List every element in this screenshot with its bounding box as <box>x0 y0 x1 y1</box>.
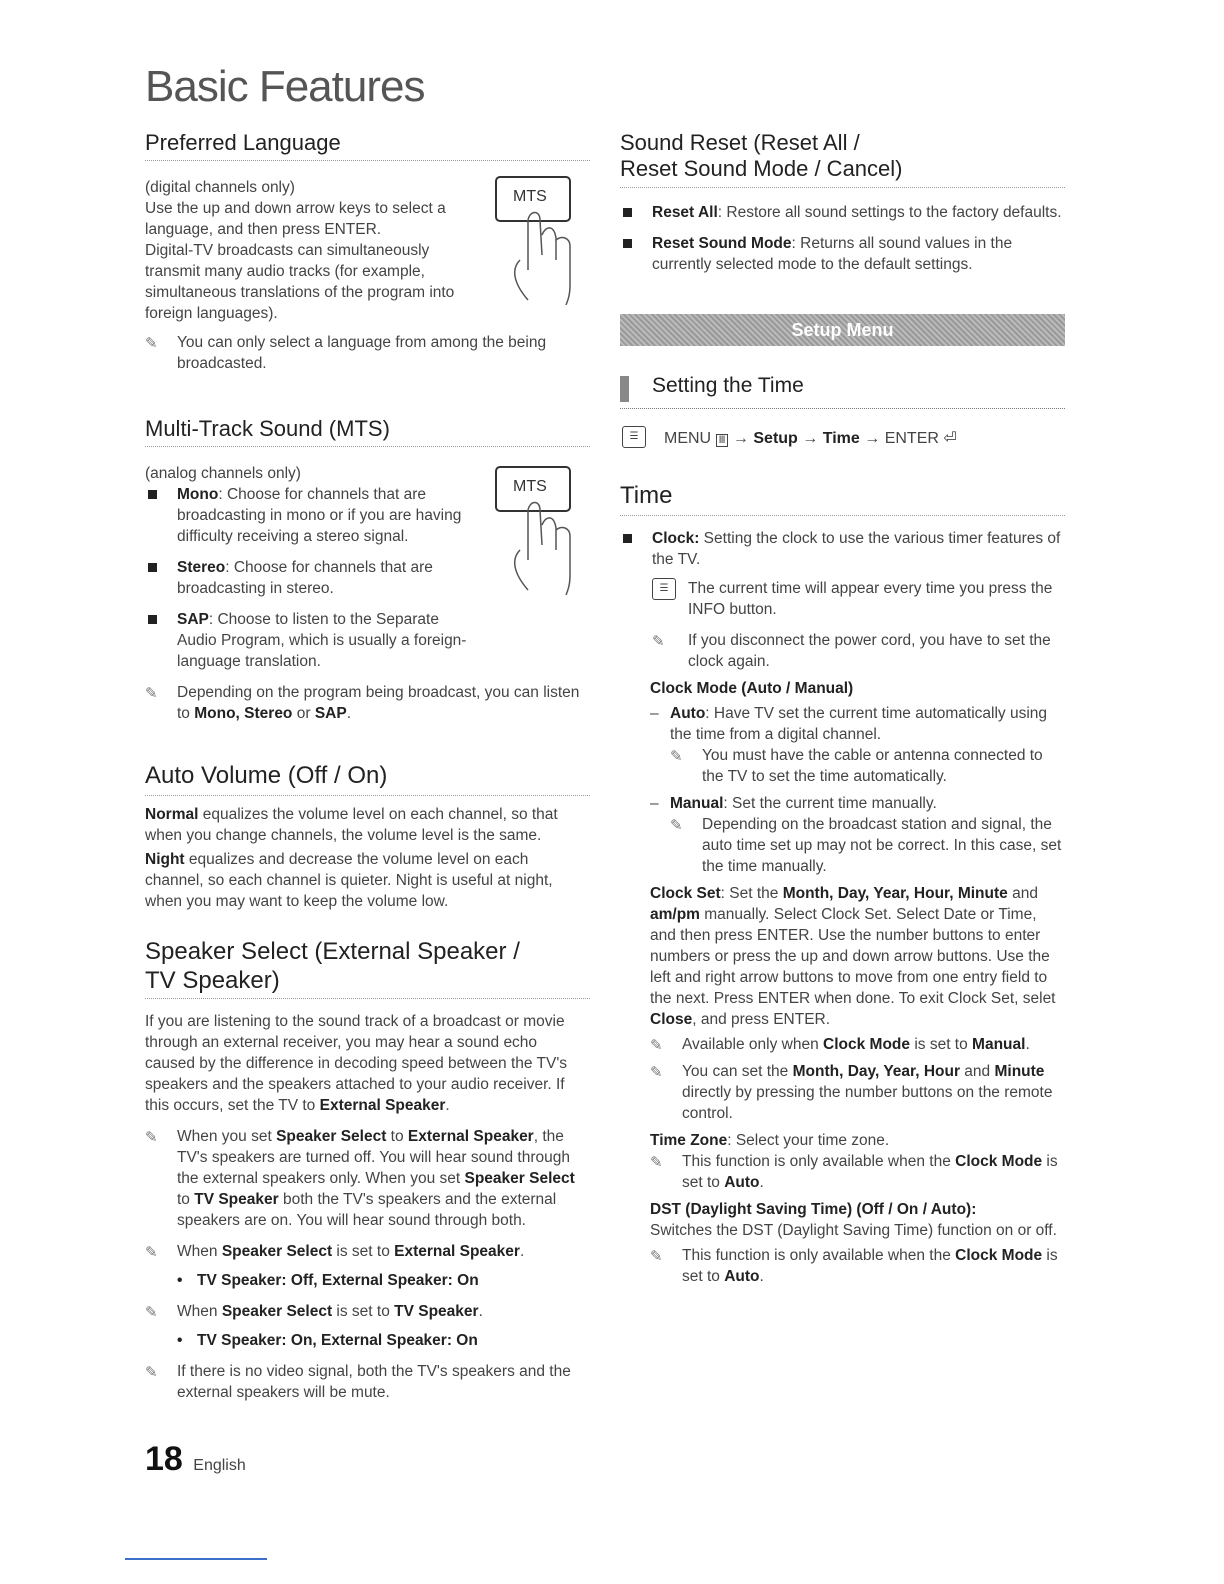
paragraph: (analog channels only) <box>145 465 301 483</box>
note-icon: ✎ <box>145 335 158 353</box>
auto-volume-section <box>145 762 590 912</box>
bullet-item: Reset All: Restore all sound settings to the factory defaults. <box>620 202 1065 223</box>
divider <box>125 1558 267 1560</box>
hand-icon <box>500 500 590 595</box>
mts-button-illustration: MTS <box>495 176 571 222</box>
note: ✎ If you disconnect the power cord, you have to set the clock again. <box>652 631 1051 670</box>
list-item: • TV Speaker: On, External Speaker: On <box>177 1331 478 1349</box>
section-heading: Auto Volume (Off / On) <box>145 762 590 796</box>
hand-icon <box>500 210 590 305</box>
setting-the-time-heading: Setting the Time <box>620 374 1065 409</box>
section-heading: Sound Reset (Reset All / <box>620 130 860 155</box>
note: ✎ You can only select a language from among the being broadcasted. <box>145 334 547 373</box>
page-footer <box>145 1440 246 1479</box>
mts-section <box>145 416 590 724</box>
section-heading: Speaker Select (External Speaker / TV Speaker) <box>145 938 520 994</box>
bullet-item: SAP: Choose to listen to the Separate Audio Program, which is usually a foreign-language translation. <box>145 609 477 672</box>
subheading: DST (Daylight Saving Time) (Off / On / Auto): <box>650 1200 977 1218</box>
right-column <box>620 130 1065 1430</box>
preferred-language-section <box>145 130 590 374</box>
note: ☰ The current time will appear every time you press the INFO button. <box>620 578 1065 620</box>
note: ✎ When you set Speaker Select to External Speaker, the TV's speakers are turned off. You will hear sound through the external speakers only. When you set Speaker Select to TV Speaker both the TV's speakers and the external speakers are on. You will hear sound through both. <box>145 1127 575 1229</box>
remote-icon: ☰ <box>622 426 646 448</box>
note: ✎ If there is no video signal, both the TV's speakers and the external speakers will be mute. <box>145 1362 571 1401</box>
paragraph: Digital-TV broadcasts can simultaneously transmit many audio tracks (for example, simultaneous translations of the program into foreign languages). <box>145 242 455 323</box>
bullet-item: Clock: Setting the clock to use the various timer features of the TV. <box>620 528 1065 570</box>
note: ✎ When Speaker Select is set to TV Speaker. <box>145 1302 483 1321</box>
remote-icon: ☰ <box>652 578 676 600</box>
note: ✎ This function is only available when the Clock Mode is set to Auto. <box>650 1152 1058 1191</box>
paragraph: Use the up and down arrow keys to select a language, and then press ENTER. <box>145 200 446 239</box>
paragraph: (digital channels only) <box>145 179 295 197</box>
paragraph: If you are listening to the sound track of a broadcast or movie through an external receiver, you may hear a sound echo caused by the difference in decoding speed between the TV's speakers and the speakers attached to your audio receiver. If this occurs, set the TV to External Speaker. <box>145 1012 568 1114</box>
bullet-item: Stereo: Choose for channels that are broadcasting in stereo. <box>145 557 477 599</box>
list-item: – Manual: Set the current time manually. <box>650 794 937 812</box>
bullet-item: Mono: Choose for channels that are broadcasting in mono or if you are having difficulty receiving a stereo signal. <box>145 484 477 547</box>
paragraph: Clock Set: Set the Month, Day, Year, Hour, Minute and am/pm manually. Select Clock Set. Select Date or Time, and then press ENTER. Use the number buttons to enter numbers or press the up and down arrow buttons. Use the left and right arrow buttons to move from one entry field to the next. Press ENTER when done. To exit Clock Set, selet Close, and press ENTER. <box>650 884 1056 1028</box>
left-column <box>145 130 590 1430</box>
note-icon: ✎ <box>145 685 158 703</box>
sound-reset-section <box>620 130 1065 275</box>
paragraph: Switches the DST (Daylight Saving Time) function on or off. <box>650 1221 1057 1239</box>
setup-menu-banner: Setup Menu <box>620 314 1065 346</box>
note: ✎ Available only when Clock Mode is set to Manual. <box>650 1035 1030 1054</box>
section-heading-line2: Reset Sound Mode / Cancel) <box>620 156 1065 187</box>
note: ✎ You can set the Month, Day, Year, Hour and Minute directly by pressing the number buttons on the remote control. <box>650 1062 1053 1122</box>
paragraph: Time Zone: Select your time zone. <box>650 1131 890 1149</box>
section-heading: Time <box>620 482 1065 516</box>
list-item: – Auto: Have TV set the current time automatically using the time from a digital channel. <box>650 704 1048 743</box>
page-title: Basic Features <box>145 62 425 111</box>
note: ✎ This function is only available when the Clock Mode is set to Auto. <box>650 1246 1058 1285</box>
note: ✎ You must have the cable or antenna connected to the TV to set the time automatically. <box>670 746 1043 785</box>
list-item: • TV Speaker: Off, External Speaker: On <box>177 1271 479 1289</box>
enter-icon: ⏎ <box>943 430 957 447</box>
paragraph: Normal equalizes the volume level on each channel, so that when you change channels, the volume level is the same. <box>145 805 558 844</box>
language-label: English <box>193 1457 246 1474</box>
section-heading: Preferred Language <box>145 130 590 161</box>
menu-path: ☰ MENU Ⅲ → Setup → Time → ENTER ⏎ <box>620 426 1065 450</box>
note: ✎ Depending on the program being broadcast, you can listen to Mono, Stereo or SAP. <box>145 684 580 723</box>
speaker-select-section <box>145 938 590 1403</box>
time-section <box>620 482 1065 1287</box>
note: ✎ Depending on the broadcast station and signal, the auto time set up may not be correct. In this case, set the time manually. <box>670 815 1062 875</box>
subheading: Clock Mode (Auto / Manual) <box>650 679 854 697</box>
section-heading: Multi-Track Sound (MTS) <box>145 416 590 447</box>
paragraph: Night equalizes and decrease the volume level on each channel, so each channel is quieter. Night is useful at night, when you may want to keep the volume low. <box>145 850 553 910</box>
bullet-item: Reset Sound Mode: Returns all sound values in the currently selected mode to the default settings. <box>620 233 1065 275</box>
note: ✎ When Speaker Select is set to External Speaker. <box>145 1242 525 1261</box>
mts-button-illustration: MTS <box>495 466 571 512</box>
page-number: 18 <box>145 1440 183 1478</box>
menu-key-icon: Ⅲ <box>716 434 729 447</box>
